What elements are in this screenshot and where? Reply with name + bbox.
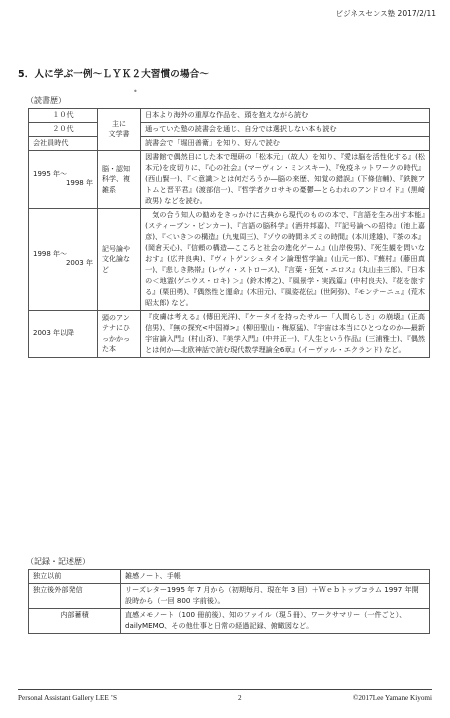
category-cell: 記号論や文化論など <box>97 208 140 310</box>
description-cell: 読書会で「堀田善衛」を知り、好んで読む <box>141 136 430 150</box>
period-start: 1995 年～ <box>33 169 68 178</box>
table-row <box>29 136 430 150</box>
table-row <box>29 109 430 123</box>
record-detail-cell: 直感メモノート（100 冊前後）、知のファイル（現５冊）、ワークサマリー（一件ごと）、dailyMEMO、その他仕事と日常の経過記録、俯瞰図など。 <box>121 608 430 633</box>
footer-copyright: ©2017Lee Yamane Kiyomi <box>352 694 432 702</box>
footer-left-text: Personal Assistant Gallery LEE ’S <box>18 694 118 702</box>
record-history-table <box>28 569 430 634</box>
table-row <box>29 208 430 310</box>
document-header: ビジネスセンス塾 2017/2/11 <box>335 9 436 18</box>
table-row <box>29 310 430 357</box>
description-cell: 通っていた塾の読書会を通じ、自分では選択しない本も読む <box>141 122 430 136</box>
period-cell <box>29 208 98 310</box>
section-title: 5．人に学ぶ一例～ＬＹＫ２大習慣の場合～ <box>18 69 210 80</box>
record-detail-cell: 雑感ノート、手帳 <box>121 570 430 584</box>
description-cell: 『皮膚は考える』(傳田光洋)、『ケータイを持ったサルー「人間らしさ」の崩壊』(正高信男)、『無の探究<中国禅>』(柳田聖山・梅原猛)、『宇宙は本当にひとつなのか―最新宇宙論入門』(村山斉)、『美学入門』(中井正一)、『人生という作品』(三浦雅士)、『偶然とは何か―北欧神話で読む現代数学理論全6章』(イーヴァル・エクランド) など。 <box>141 310 430 357</box>
reading-history-label: （読書歴） <box>26 96 66 105</box>
period-start: 1998 年～ <box>33 249 68 258</box>
period-cell <box>29 150 98 208</box>
table-row <box>29 122 430 136</box>
period-cell: ２０代 <box>29 122 98 136</box>
period-cell: 会社員時代 <box>29 136 98 150</box>
description-cell: 気の合う知人の勧めをきっかけに古典から現代のものの本で、『言語を生み出す本能』(スティーブン・ピンカー)、『言語の脳科学』(酒井邦嘉)、『『記号論への招待』(池上嘉彦)、『＜いき＞の構造』(九鬼周三)、『ゾウの時間ネズミの時間』(本川達雄)、『茶の本』(岡倉天心)、『信頼の構造―こころと社会の進化ゲーム』(山岸俊男)、『死生観を問いなおす』(広井良典)、『ヴィトゲンシュタイン論理哲学論』(山元一郎)、『蕪村』(藤田真一)、『悲しき熱帯』(レヴィ・ストロース)、『言葉・狂気・エロス』(丸山圭三郎)、『日本の＜地霊(ゲニウス・ロキ) ＞』(鈴木博之)、『風景学・実践篇』(中村良夫)、『花を旅する』(栗田勇)、『偶然性と運命』(木田元)、『風姿花伝』(世阿弥)、『モンテーニュ』(荒木昭太郎) など。 <box>141 208 430 310</box>
document-footer <box>18 689 432 702</box>
period-end: 2003 年 <box>65 259 93 268</box>
record-type-cell: 独立後外部発信 <box>29 583 121 608</box>
reading-history-table <box>28 108 430 358</box>
table-row <box>29 570 430 584</box>
table-row <box>29 150 430 208</box>
period-cell: １０代 <box>29 109 98 123</box>
description-cell: 図書館で偶然目にした本で理研の「松本元」（故人）を知り、『愛は脳を活性化する』(松本元)を皮切りに、『心の社会』(マーヴィン・ミンスキー)、『免疫ネットワークの時代』(西山賢一)、『＜意識＞とは何だろうか―脳の来歴、知覚の錯誤』(下條信輔)、『鉄腕アトムと晋平君』(渡部信一)、『哲学者クロサキの憂鬱―とらわれのアンドロイド』(黒崎政男) などを読む。 <box>141 150 430 208</box>
record-history-label: （記録・記述歴） <box>26 557 90 566</box>
table-row <box>29 608 430 633</box>
page-number: 2 <box>238 694 242 702</box>
description-cell: 日本より海外の重厚な作品を、頭を抱えながら読む <box>141 109 430 123</box>
record-type-cell: 内部蓄積 <box>29 608 121 633</box>
period-end: 1998 年 <box>65 179 93 188</box>
decorative-dot: • <box>133 87 138 96</box>
category-cell: 頭のアンテナにひっかかった本 <box>97 310 140 357</box>
category-cell: 脳・認知科学、複雑系 <box>97 150 140 208</box>
table-row <box>29 583 430 608</box>
category-cell: 主に 文学書 <box>97 109 140 151</box>
period-cell: 2003 年以降 <box>29 310 98 357</box>
record-detail-cell: リーズレター1995 年 7 月から（初期毎月、現在年 3 回）＋Ｗｅｂトップコラム 1997 年開設時から（一回 800 字前後）。 <box>121 583 430 608</box>
record-type-cell: 独立以前 <box>29 570 121 584</box>
